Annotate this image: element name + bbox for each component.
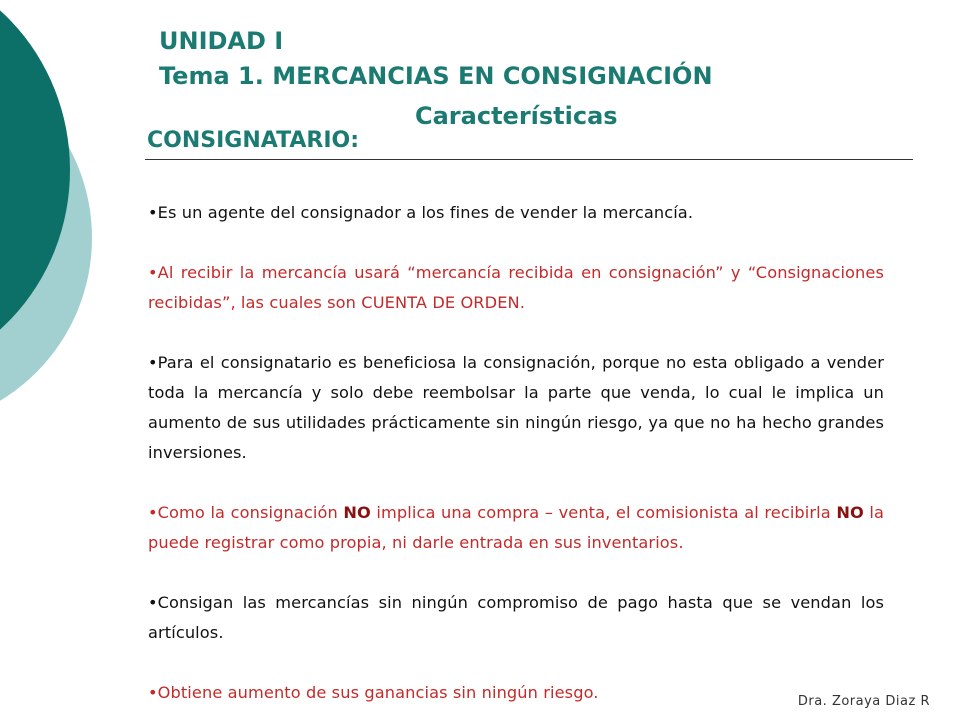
author-footer: Dra. Zoraya Diaz R <box>797 694 930 709</box>
bullet-text: la puede registrar como propia, ni darle entrada en sus inventarios. <box>148 503 884 552</box>
emphasis-no: NO <box>836 503 864 522</box>
bullet-item: •Obtiene aumento de sus ganancias sin ningún riesgo. <box>148 683 599 702</box>
bullet-item: •Es un agente del consignador a los fines de vender la mercancía. <box>148 203 694 222</box>
emphasis-no: NO <box>343 503 371 522</box>
title-unit: UNIDAD I <box>159 27 284 55</box>
bullet-item: •Para el consignatario es beneficiosa la consignación, porque no esta obligado a vender toda la mercancía y solo debe reembolsar la parte que venda, lo cual le implica un aumento de sus utilidades prácticamente sin ningún riesgo, ya que no ha hecho grandes inversiones. <box>148 353 884 462</box>
title-subtitle: Características <box>415 102 618 130</box>
bullet-list <box>148 198 884 708</box>
section-heading: CONSIGNATARIO: <box>147 128 360 153</box>
bullet-item: •Consigan las mercancías sin ningún compromiso de pago hasta que se vendan los artículos. <box>148 593 884 642</box>
divider-line <box>145 159 913 160</box>
title-topic: Tema 1. MERCANCIAS EN CONSIGNACIÓN <box>159 62 713 90</box>
bullet-item: •Al recibir la mercancía usará “mercancía recibida en consignación” y “Consignaciones recibidas”, las cuales son CUENTA DE ORDEN. <box>148 263 884 312</box>
bullet-text: implica una compra – venta, el comisionista al recibirla <box>370 503 837 522</box>
bullet-item <box>148 498 884 558</box>
bullet-text: •Como la consignación <box>148 503 344 522</box>
